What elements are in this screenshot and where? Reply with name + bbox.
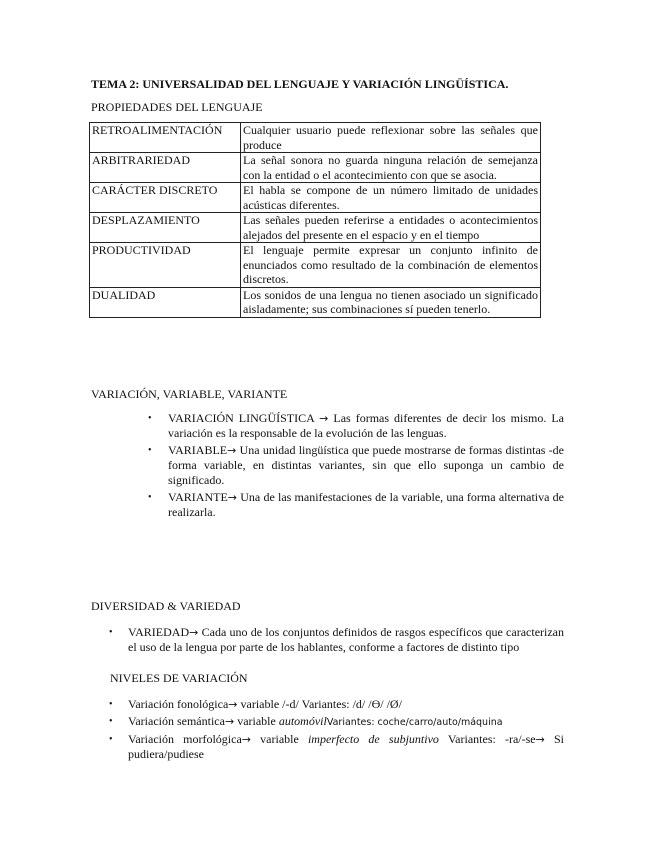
- section-heading-diversity: DIVERSIDAD & VARIEDAD: [91, 599, 241, 613]
- diversity-list: [109, 625, 565, 657]
- list-item: [109, 732, 565, 762]
- table-row: [90, 287, 541, 317]
- table-row: [90, 213, 541, 243]
- list-item: [109, 625, 565, 655]
- table-cell-term: DUALIDAD: [90, 287, 241, 317]
- section-heading-properties: PROPIEDADES DEL LENGUAJE: [91, 100, 263, 114]
- table-cell-term: CARÁCTER DISCRETO: [90, 183, 241, 213]
- bullet-icon: •: [109, 699, 113, 710]
- item-term: Variación semántica: [128, 714, 225, 728]
- bullet-icon: •: [109, 734, 113, 745]
- list-item: [109, 697, 564, 712]
- bullet-icon: •: [148, 445, 152, 456]
- item-variants: Variantes: coche/carro/auto/máquina: [326, 717, 503, 728]
- item-example: Si pudiera/pudiese: [128, 732, 565, 761]
- table-row: [90, 183, 541, 213]
- item-variants: Variantes: -ra/-se: [438, 732, 536, 746]
- table-cell-definition: El lenguaje permite expresar un conjunto infinito de enunciados como resultado de la combinación de elementos discretos.: [241, 243, 541, 288]
- arrow-right-icon: →: [319, 412, 329, 425]
- table-cell-term: RETROALIMENTACIÓN: [90, 123, 241, 153]
- arrow-right-icon: →: [241, 733, 251, 746]
- arrow-right-icon: →: [227, 444, 237, 457]
- item-emphasis: automóvil: [278, 714, 327, 728]
- table-row: [90, 153, 541, 183]
- arrow-right-icon: →: [224, 715, 235, 728]
- bullet-icon: •: [109, 716, 113, 727]
- item-text: Las formas diferentes de decir los mismo. La variación es la responsable de la evolución de las lenguas.: [168, 411, 565, 440]
- bullet-icon: •: [109, 627, 113, 638]
- item-term: VARIABLE: [168, 443, 228, 457]
- table-row: [90, 243, 541, 288]
- item-text: variable: [260, 732, 308, 746]
- table-cell-definition: Las señales pueden referirse a entidades o acontecimientos alejados del presente en el espacio y en el tiempo: [241, 213, 541, 243]
- table-cell-definition: El habla se compone de un número limitado de unidades acústicas diferentes.: [241, 183, 541, 213]
- list-item: [109, 714, 564, 730]
- item-text: Una unidad lingüística que puede mostrarse de formas distintas -de forma variable, en distintas variantes, sin que ello suponga un cambio de significado.: [168, 443, 565, 487]
- item-term: VARIANTE: [168, 490, 228, 504]
- item-term: Variación fonológica: [128, 697, 229, 711]
- arrow-right-icon: →: [228, 698, 238, 711]
- section-heading-levels: NIVELES DE VARIACIÓN: [110, 671, 248, 685]
- arrow-right-icon: →: [189, 626, 199, 639]
- table-row: [90, 123, 541, 153]
- item-term: Variación morfológica: [128, 732, 242, 746]
- variation-list: [148, 411, 565, 522]
- arrow-right-icon: →: [535, 733, 545, 746]
- properties-table: [89, 122, 541, 318]
- table-cell-definition: La señal sonora no guarda ninguna relación de semejanza con la entidad o el acontecimiento con que se asocia.: [241, 153, 541, 183]
- item-text: Una de las manifestaciones de la variable, una forma alternativa de realizarla.: [168, 490, 565, 519]
- item-term: VARIACIÓN LINGÜÍSTICA: [168, 411, 315, 425]
- bullet-icon: •: [148, 492, 152, 503]
- table-cell-definition: Los sonidos de una lengua no tienen asociado un significado aisladamente; sus combinaciones sí pueden tenerlo.: [241, 287, 541, 317]
- arrow-right-icon: →: [227, 491, 237, 504]
- item-text: Cada uno de los conjuntos definidos de rasgos específicos que caracterizan el uso de la lengua por parte de los hablantes, conforme a factores de distinto tipo: [128, 625, 565, 654]
- bullet-icon: •: [148, 413, 152, 424]
- table-cell-definition: Cualquier usuario puede reflexionar sobre las señales que produce: [241, 123, 541, 153]
- table-cell-term: DESPLAZAMIENTO: [90, 213, 241, 243]
- item-emphasis: imperfecto de subjuntivo: [307, 732, 439, 746]
- item-term: VARIEDAD: [128, 625, 190, 639]
- levels-list: [109, 697, 565, 764]
- table-cell-term: ARBITRARIEDAD: [90, 153, 241, 183]
- list-item: [148, 411, 565, 441]
- table-cell-term: PRODUCTIVIDAD: [90, 243, 241, 288]
- item-text: variable /-d/ Variantes: /d/ /ϴ/ /Ø/: [240, 697, 402, 711]
- section-heading-variation: VARIACIÓN, VARIABLE, VARIANTE: [91, 387, 288, 401]
- list-item: [148, 443, 565, 488]
- list-item: [148, 490, 565, 520]
- document-title: TEMA 2: UNIVERSALIDAD DEL LENGUAJE Y VARIACIÓN LINGÜÍSTICA.: [91, 77, 509, 91]
- item-text: variable: [237, 714, 279, 728]
